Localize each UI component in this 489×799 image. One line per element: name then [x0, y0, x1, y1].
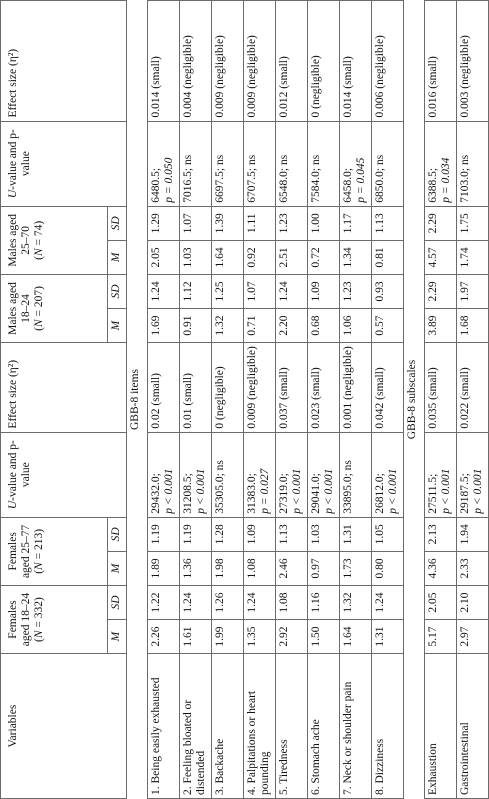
mo-m-header: M: [108, 240, 127, 274]
effect-males-cell: 0.003 (negligible): [457, 1, 489, 122]
mo-sd-cell: 1.29: [148, 206, 180, 240]
header-row: [1, 1, 108, 799]
fo-sd-cell: 2.13: [425, 517, 457, 551]
p-value: p < 0.001: [440, 468, 453, 514]
fo-sd-cell: 1.19: [180, 517, 212, 551]
fo-sd-cell: 1.19: [148, 517, 180, 551]
males-young-label: Males aged 18–24: [7, 282, 33, 335]
fy-sd-cell: 2.10: [457, 585, 489, 619]
females-young-n: N: [33, 630, 46, 639]
u-females-cell: [457, 432, 489, 517]
my-sd-cell: 0.93: [372, 274, 404, 308]
fy-sd-cell: 1.16: [308, 585, 340, 619]
u-value: 6548.0; ns: [278, 154, 290, 203]
u-males-cell: [244, 121, 276, 206]
effect-males-cell: 0.006 (negligible): [372, 1, 404, 122]
section-subscales-row: [404, 1, 425, 799]
my-m-cell: 1.68: [457, 309, 489, 343]
u-females-label: -value and p-value: [7, 440, 33, 501]
my-m-cell: 3.89: [425, 309, 457, 343]
mo-m-cell: 0.72: [308, 240, 340, 274]
my-sd-cell: 1.25: [212, 274, 244, 308]
effect-males-cell: 0 (negligible): [308, 1, 340, 122]
u-value: 35305.0; ns: [214, 460, 226, 514]
u-value: 31383.0;: [246, 473, 258, 514]
mo-m-cell: 0.92: [244, 240, 276, 274]
p-value: p < 0.001: [472, 468, 485, 514]
effect-females-cell: 0.02 (small): [148, 343, 180, 432]
my-m-cell: 2.20: [276, 309, 308, 343]
my-sd-cell: 1.07: [244, 274, 276, 308]
my-sd-cell: 1.97: [457, 274, 489, 308]
p-value: p < 0.001: [387, 468, 400, 514]
my-m-header: M: [108, 309, 127, 343]
variable-cell: 8. Dizziness: [372, 654, 404, 799]
table-row: [276, 1, 308, 799]
variable-cell: 4. Palpitations or heart pounding: [244, 654, 276, 799]
fy-m-cell: 1.31: [372, 620, 404, 654]
fo-sd-cell: 1.28: [212, 517, 244, 551]
u-value: 27319.0;: [278, 473, 290, 514]
table-body: [127, 1, 489, 799]
effect-females-cell: 0.01 (small): [180, 343, 212, 432]
fo-sd-cell: 1.13: [276, 517, 308, 551]
mo-m-cell: 1.34: [340, 240, 372, 274]
u-value: 7584.0; ns: [310, 154, 322, 203]
fy-m-cell: 1.50: [308, 620, 340, 654]
my-m-cell: 1.32: [212, 309, 244, 343]
table-row: [308, 1, 340, 799]
my-sd-cell: 1.09: [308, 274, 340, 308]
my-sd-cell: 1.24: [276, 274, 308, 308]
effect-females-cell: 0 (negligible): [212, 343, 244, 432]
u-value: 7103.0; ns: [459, 154, 471, 203]
u-value: 31208.5;: [182, 473, 194, 514]
mo-sd-cell: 1.39: [212, 206, 244, 240]
my-m-cell: 0.71: [244, 309, 276, 343]
mo-m-cell: 1.64: [212, 240, 244, 274]
fo-sd-header: SD: [108, 517, 127, 551]
females-old-header: [1, 517, 108, 585]
males-young-n: N: [33, 319, 46, 328]
fy-sd-cell: 1.24: [244, 585, 276, 619]
u-males-cell: [180, 121, 212, 206]
u-value: 29432.0;: [150, 473, 162, 514]
fy-sd-header: SD: [108, 585, 127, 619]
u-value: 33895.0; ns: [342, 460, 354, 514]
mo-sd-header: SD: [108, 206, 127, 240]
fy-sd-cell: 1.22: [148, 585, 180, 619]
u-value: 6480.5;: [150, 167, 162, 203]
u-males-label: -value and p-value: [7, 129, 33, 190]
p-value: p < 0.001: [163, 468, 176, 514]
mo-m-cell: 1.03: [180, 240, 212, 274]
effect-females-cell: 0.042 (small): [372, 343, 404, 432]
effect-males-cell: 0.016 (small): [425, 1, 457, 122]
females-old-label: Females aged 25–77: [7, 524, 33, 579]
u-value: 6850.0; ns: [374, 154, 386, 203]
variable-cell: 1. Being easily exhausted: [148, 654, 180, 799]
fo-sd-cell: 1.05: [372, 517, 404, 551]
females-young-header: [1, 585, 108, 653]
fy-sd-cell: 1.26: [212, 585, 244, 619]
section-subscales-label: GBB-8 subscales: [404, 1, 425, 799]
fy-m-cell: 1.99: [212, 620, 244, 654]
fo-sd-cell: 1.03: [308, 517, 340, 551]
fo-sd-cell: 1.09: [244, 517, 276, 551]
u-females-header: [1, 432, 127, 517]
effect-males-cell: 0.009 (negligible): [244, 1, 276, 122]
variable-cell: 3. Backache: [212, 654, 244, 799]
p-value: p = 0.027: [259, 468, 272, 514]
effect-females-cell: 0.023 (small): [308, 343, 340, 432]
effect-males-cell: 0.004 (negligible): [180, 1, 212, 122]
mo-m-cell: 0.81: [372, 240, 404, 274]
my-m-cell: 1.69: [148, 309, 180, 343]
p-value: p < 0.001: [195, 468, 208, 514]
fy-sd-cell: 1.24: [180, 585, 212, 619]
u-value: 6388.5;: [427, 167, 439, 203]
variable-cell: 2. Feeling bloated or distended: [180, 654, 212, 799]
variable-cell: Exhaustion: [425, 654, 457, 799]
effect-females-cell: 0.001 (negligible): [340, 343, 372, 432]
females-old-n-open: (: [33, 569, 46, 574]
u-females-cell: [180, 432, 212, 517]
p-value: p < 0.001: [323, 468, 336, 514]
my-m-cell: 0.91: [180, 309, 212, 343]
fo-m-cell: 0.97: [308, 551, 340, 585]
p-value: p = 0.045: [355, 157, 368, 203]
males-old-n-open: (: [33, 256, 46, 260]
u-males-u: U: [7, 189, 19, 199]
u-value: 29187.5;: [459, 473, 471, 514]
table-row: [457, 1, 489, 799]
females-old-n-value: = 213): [33, 528, 46, 563]
u-females-cell: [276, 432, 308, 517]
variable-cell: 7. Neck or shoulder pain: [340, 654, 372, 799]
males-old-header: [1, 206, 108, 274]
fo-sd-cell: 1.94: [457, 517, 489, 551]
fy-m-cell: 1.61: [180, 620, 212, 654]
u-value: 6458.0;: [342, 167, 354, 203]
effect-males-header: Effect size (η²): [1, 1, 127, 122]
u-males-header: [1, 121, 127, 206]
females-young-n-open: (: [33, 638, 46, 642]
mo-m-cell: 2.51: [276, 240, 308, 274]
fy-sd-cell: 1.24: [372, 585, 404, 619]
females-young-label: Females aged 18–24: [7, 592, 33, 647]
table-row: [372, 1, 404, 799]
p-value: p < 0.001: [291, 468, 304, 514]
u-females-cell: [148, 432, 180, 517]
table-row: [180, 1, 212, 799]
mo-sd-cell: 1.75: [457, 206, 489, 240]
my-sd-cell: 1.24: [148, 274, 180, 308]
effect-males-cell: 0.012 (small): [276, 1, 308, 122]
fy-m-cell: 2.97: [457, 620, 489, 654]
my-sd-cell: 1.23: [340, 274, 372, 308]
u-males-cell: [340, 121, 372, 206]
u-females-cell: [308, 432, 340, 517]
effect-females-cell: 0.035 (small): [425, 343, 457, 432]
my-sd-cell: 1.12: [180, 274, 212, 308]
u-males-cell: [212, 121, 244, 206]
u-females-cell: [425, 432, 457, 517]
effect-females-header: Effect size (η²): [1, 343, 127, 432]
u-males-cell: [425, 121, 457, 206]
effect-males-cell: 0.009 (negligible): [212, 1, 244, 122]
fo-m-cell: 2.46: [276, 551, 308, 585]
mo-sd-cell: 1.07: [180, 206, 212, 240]
u-females-cell: [244, 432, 276, 517]
males-young-n-value: = 207): [33, 286, 46, 320]
u-value: 6697.5; ns: [214, 154, 226, 203]
mo-sd-cell: 1.13: [372, 206, 404, 240]
u-males-cell: [276, 121, 308, 206]
fy-sd-cell: 1.32: [340, 585, 372, 619]
mo-m-cell: 4.57: [425, 240, 457, 274]
u-females-cell: [212, 432, 244, 517]
females-young-n-value: = 332): [33, 597, 46, 631]
table-row: [244, 1, 276, 799]
table-row: [340, 1, 372, 799]
fy-m-cell: 5.17: [425, 620, 457, 654]
variable-cell: Gastrointestinal: [457, 654, 489, 799]
my-m-cell: 0.68: [308, 309, 340, 343]
effect-males-cell: 0.014 (small): [340, 1, 372, 122]
u-value: 26812.0;: [374, 473, 386, 514]
u-males-cell: [372, 121, 404, 206]
fy-m-cell: 2.92: [276, 620, 308, 654]
effect-females-cell: 0.009 (negligible): [244, 343, 276, 432]
mo-sd-cell: 1.23: [276, 206, 308, 240]
fo-m-cell: 1.08: [244, 551, 276, 585]
effect-females-cell: 0.037 (small): [276, 343, 308, 432]
males-old-label: Males aged 25–70: [7, 213, 33, 267]
fy-m-cell: 1.35: [244, 620, 276, 654]
fy-m-header: M: [108, 620, 127, 654]
u-females-u: U: [7, 500, 19, 510]
fo-m-cell: 1.36: [180, 551, 212, 585]
males-young-header: [1, 274, 108, 342]
fo-m-cell: 0.80: [372, 551, 404, 585]
u-value: 27511.5;: [427, 473, 439, 514]
fy-sd-cell: 2.05: [425, 585, 457, 619]
effect-females-cell: 0.022 (small): [457, 343, 489, 432]
fo-m-header: M: [108, 551, 127, 585]
variable-cell: 5. Tiredness: [276, 654, 308, 799]
my-sd-header: SD: [108, 274, 127, 308]
females-old-n: N: [33, 562, 46, 570]
fy-m-cell: 1.64: [340, 620, 372, 654]
fo-m-cell: 4.36: [425, 551, 457, 585]
mo-m-cell: 2.05: [148, 240, 180, 274]
my-sd-cell: 2.29: [425, 274, 457, 308]
u-males-cell: [308, 121, 340, 206]
p-value: p = 0.034: [440, 157, 453, 203]
table-row: [148, 1, 180, 799]
fy-sd-cell: 1.08: [276, 585, 308, 619]
effect-males-cell: 0.014 (small): [148, 1, 180, 122]
section-items-label: GBB-8 items: [127, 1, 148, 799]
mo-sd-cell: 1.00: [308, 206, 340, 240]
table-row: [212, 1, 244, 799]
my-m-cell: 1.06: [340, 309, 372, 343]
variable-cell: 6. Stomach ache: [308, 654, 340, 799]
u-females-cell: [340, 432, 372, 517]
p-value: p = 0.050: [163, 157, 176, 203]
fo-m-cell: 1.98: [212, 551, 244, 585]
section-items-row: [127, 1, 148, 799]
u-females-cell: [372, 432, 404, 517]
mo-sd-cell: 1.11: [244, 206, 276, 240]
u-males-cell: [457, 121, 489, 206]
males-young-n-open: (: [33, 327, 46, 331]
u-value: 6707.5; ns: [246, 154, 258, 203]
u-males-cell: [148, 121, 180, 206]
table-row: [425, 1, 457, 799]
my-m-cell: 0.57: [372, 309, 404, 343]
fy-m-cell: 2.26: [148, 620, 180, 654]
u-value: 7016.5; ns: [182, 154, 194, 203]
mo-sd-cell: 1.17: [340, 206, 372, 240]
mo-m-cell: 1.74: [457, 240, 489, 274]
mo-sd-cell: 2.29: [425, 206, 457, 240]
fo-m-cell: 1.89: [148, 551, 180, 585]
fo-m-cell: 1.73: [340, 551, 372, 585]
u-value: 29041.0;: [310, 473, 322, 514]
variables-header: Variables: [1, 654, 127, 799]
fo-m-cell: 2.33: [457, 551, 489, 585]
males-old-n: N: [33, 248, 46, 257]
fo-sd-cell: 1.31: [340, 517, 372, 551]
males-old-n-value: = 74): [33, 220, 46, 249]
